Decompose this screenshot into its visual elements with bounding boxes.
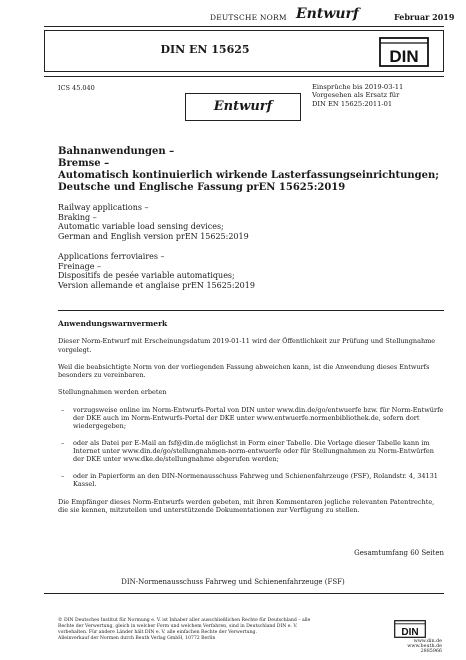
objection-info <box>312 83 452 108</box>
title-french <box>58 252 448 290</box>
title-box <box>44 30 444 72</box>
warning-section <box>58 320 444 524</box>
header-divider <box>44 26 444 27</box>
din-footer-logo-icon <box>394 620 426 638</box>
warning-heading: Anwendungswarnvermerk <box>58 319 168 328</box>
copyright-line: vorbehalten. Für andere Länder hält DIN e. V. alle einfachen Rechte der Verwertung. <box>58 630 257 635</box>
title-line: Dispositifs de pesée variable automatiques; <box>58 271 235 281</box>
title-english <box>58 203 448 241</box>
ics-code: ICS 45.040 <box>58 84 95 92</box>
title-line: Railway applications – <box>58 203 149 212</box>
title-line: Bahnanwendungen – <box>58 146 175 157</box>
total-pages: Gesamtumfang 60 Seiten <box>354 549 444 557</box>
footer-links <box>384 639 442 654</box>
warning-paragraph: Weil die beabsichtigte Norm von der vorliegenden Fassung abweichen kann, ist die Anwendung dieses Entwurfs besonders zu vereinbaren. <box>58 362 430 380</box>
replaced-standard: DIN EN 15625:2011-01 <box>312 99 393 108</box>
comment-channel-list <box>58 406 444 488</box>
dash-bullet: – <box>61 471 65 480</box>
title-line: Freinage – <box>58 261 101 271</box>
footer-divider <box>44 593 444 594</box>
title-line: Automatisch kontinuierlich wirkende Lasterfassungseinrichtungen; <box>58 170 439 181</box>
list-item <box>58 472 444 489</box>
copyright-line: Alleinverkauf der Normen durch Beuth Verlag GmbH, 10772 Berlin <box>58 636 216 641</box>
din-website-link[interactable]: www.din.de <box>413 639 442 644</box>
list-item-text: oder in Papierform an den DIN-Normenausschuss Fahrweg und Schienenfahrzeuge (FSF), Rolandstr. 4, 34131 Kassel. <box>73 471 438 488</box>
beuth-website-link[interactable]: www.beuth.de <box>407 644 442 649</box>
document-ref-number: 2885966 <box>420 649 442 654</box>
section-divider <box>58 310 444 311</box>
dash-bullet: – <box>61 438 65 447</box>
title-line: Bremse – <box>58 158 110 169</box>
main-divider <box>44 76 444 77</box>
copyright-line: Rechte der Verwertung, gleich in welcher Form und welchem Verfahren, sind in Deutschland DIN e. V. <box>58 624 298 629</box>
title-line: Applications ferroviaires – <box>58 252 165 261</box>
warning-paragraph: Stellungnahmen werden erbeten <box>58 388 167 397</box>
title-line: Version allemande et anglaise prEN 15625:2019 <box>58 280 255 290</box>
copyright-line: © DIN Deutsches Institut für Normung e. V. ist Inhaber aller ausschließlichen Rechte für Deutschland – alle <box>58 618 311 623</box>
header-date: Februar 2019 <box>394 12 455 22</box>
doc-number: DIN EN 15625 <box>160 43 250 56</box>
title-german <box>58 146 448 194</box>
objection-deadline: Einsprüche bis 2019-03-11 <box>312 83 404 91</box>
warning-paragraph: Dieser Norm-Entwurf mit Erscheinungsdatum 2019-01-11 wird der Öffentlichkeit zur Prüfung und Stellungnahme vorgelegt. <box>58 337 436 354</box>
title-line: Deutsche und Englische Fassung prEN 15625:2019 <box>58 182 346 193</box>
din-logo-icon <box>379 37 429 67</box>
committee-name: DIN-Normenausschuss Fahrweg und Schienenfahrzeuge (FSF) <box>121 578 345 586</box>
draft-label-box: Entwurf <box>185 93 301 121</box>
dash-bullet: – <box>61 405 65 414</box>
din-footer-logo-text: DIN <box>401 627 419 638</box>
list-item <box>58 406 444 431</box>
header-norm-label: DEUTSCHE NORM <box>210 13 287 22</box>
title-line: Braking – <box>58 212 97 222</box>
list-item-text: oder als Datei per E-Mail an fsf@din.de möglichst in Form einer Tabelle. Die Vorlage dieser Tabelle kann im Internet unter www.din.de/go/stellungnahmen-norm-entwuerfe oder für Stellungnahmen zu Norm-Entwürfen der DKE unter www.dke.de/stellungnahme abgerufen werden; <box>73 438 434 464</box>
din-logo-text: DIN <box>389 47 419 66</box>
title-line: German and English version prEN 15625:2019 <box>58 231 249 241</box>
title-line: Automatic variable load sensing devices; <box>58 222 224 232</box>
header-entwurf-label: Entwurf <box>296 6 359 22</box>
list-item <box>58 439 444 464</box>
patent-paragraph: Die Empfänger dieses Norm-Entwurfs werden gebeten, mit ihren Kommentaren jegliche relevanten Patentrechte, die sie kennen, mitzuteilen und unterstützende Dokumentationen zur Verfügung zu stellen. <box>58 498 435 515</box>
copyright-notice <box>58 618 358 642</box>
list-item-text: vorzugsweise online im Norm-Entwurfs-Portal von DIN unter www.din.de/go/entwuerfe bzw. für Norm-Entwürfe der DKE auch im Norm-Entwurfs-Portal der DKE unter www.entwuerfe.normenbibliothek.de, sofern dort wiedergegeben; <box>73 405 444 431</box>
replacement-note: Vorgesehen als Ersatz für <box>312 91 400 100</box>
